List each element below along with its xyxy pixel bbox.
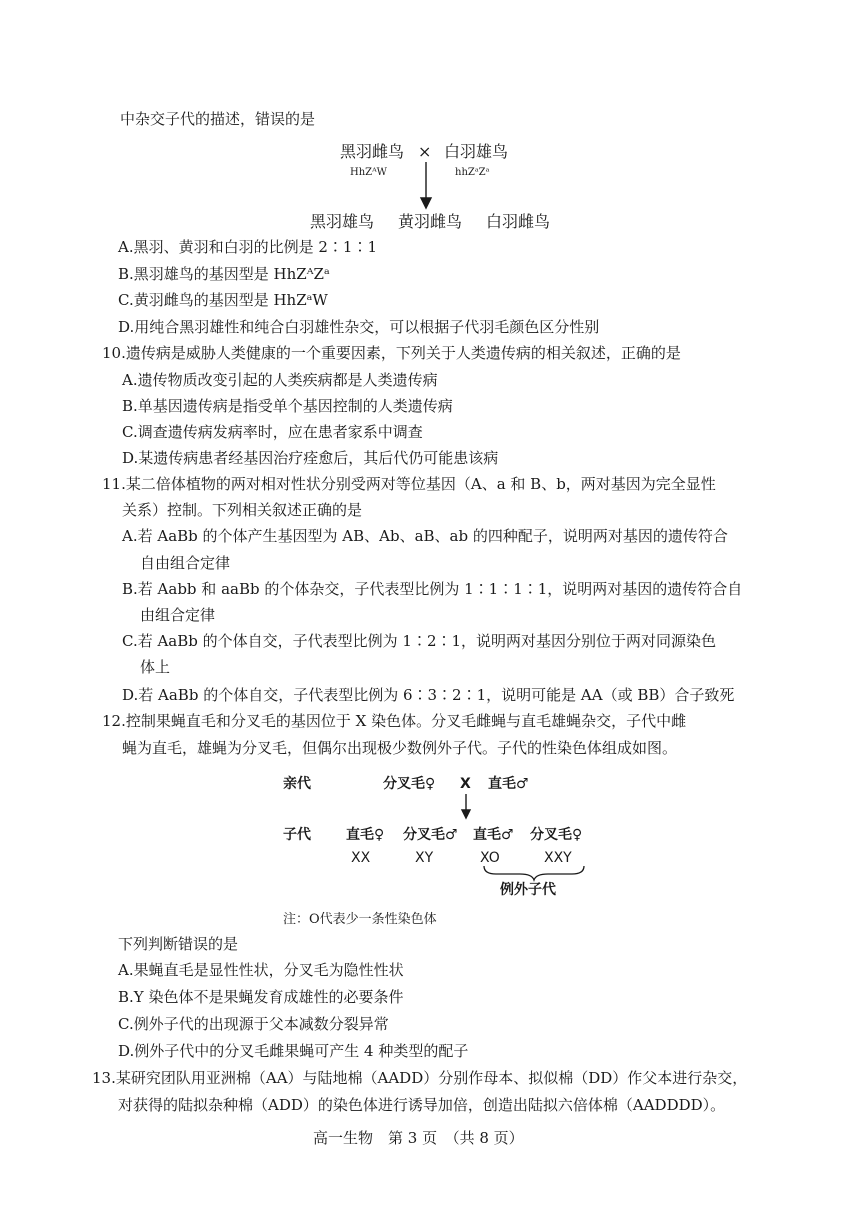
q9-cross-sign: × xyxy=(418,142,432,161)
q11-stem-line1: 11.某二倍体植物的两对相对性状分别受两对等位基因（A、a 和 B、b，两对基因为完全显性 xyxy=(102,475,716,493)
q12-karyotype-2: XY xyxy=(415,850,434,866)
q12-prompt: 下列判断错误的是 xyxy=(118,935,239,953)
q12-offspring-label: 子代 xyxy=(283,827,311,843)
q12-option-c: C.例外子代的出现源于父本减数分裂异常 xyxy=(118,1015,389,1033)
q9-option-a: A.黑羽、黄羽和白羽的比例是 2∶1∶1 xyxy=(118,238,378,256)
q11-option-a-line1: A.若 AaBb 的个体产生基因型为 AB、Ab、aB、ab 的四种配子，说明两对基因的遗传符合 xyxy=(122,527,728,545)
q9-down-arrow-head xyxy=(421,198,431,208)
q12-karyotype-4: XXY xyxy=(544,850,572,866)
q12-option-b: B.Y 染色体不是果蝇发育成雄性的必要条件 xyxy=(118,988,404,1006)
q12-stem-line2: 蝇为直毛，雄蝇为分叉毛，但偶尔出现极少数例外子代。子代的性染色体组成如图。 xyxy=(122,739,678,757)
q12-offspring-2: 分叉毛♂ xyxy=(403,827,458,843)
q11-option-c-line1: C.若 AaBb 的个体自交，子代表型比例为 1∶2∶1，说明两对基因分别位于两对同源染色 xyxy=(122,632,717,650)
q12-karyotype-1: XX xyxy=(351,850,371,866)
q11-option-b-line1: B.若 Aabb 和 aaBb 的个体杂交，子代表型比例为 1∶1∶1∶1，说明两对基因的遗传符合自 xyxy=(122,580,743,598)
q12-option-a: A.果蝇直毛是显性性状，分叉毛为隐性性状 xyxy=(118,961,404,979)
page-footer: 高一生物 第 3 页 （共 8 页） xyxy=(313,1129,524,1147)
q13-stem-line1: 13.某研究团队用亚洲棉（AA）与陆地棉（AADD）分别作母本、拟似棉（DD）作父本进行杂交， xyxy=(92,1069,748,1087)
q10-option-b: B.单基因遗传病是指受单个基因控制的人类遗传病 xyxy=(122,397,453,415)
q12-offspring-4: 分叉毛♀ xyxy=(530,827,583,843)
q9-male-genotype: hhZᵃZᵃ xyxy=(455,167,490,178)
q12-parent-female: 分叉毛♀ xyxy=(383,776,436,792)
q9-offspring-1: 黑羽雄鸟 xyxy=(310,212,375,231)
q10-stem: 10.遗传病是威胁人类健康的一个重要因素，下列关于人类遗传病的相关叙述，正确的是 xyxy=(102,344,681,362)
q11-stem-line2: 关系）控制。下列相关叙述正确的是 xyxy=(122,501,363,519)
q9-offspring-3: 白羽雌鸟 xyxy=(486,212,551,231)
q9-option-d: D.用纯合黑羽雄性和纯合白羽雄性杂交，可以根据子代羽毛颜色区分性别 xyxy=(118,318,600,336)
q13-stem-line2: 对获得的陆拟杂种棉（ADD）的染色体进行诱导加倍，创造出陆拟六倍体棉（AADDDD）。 xyxy=(118,1096,726,1114)
q9-male-parent: 白羽雄鸟 xyxy=(444,142,509,161)
q11-option-c-line2: 体上 xyxy=(140,658,171,676)
q11-option-b-line2: 由组合定律 xyxy=(140,606,216,624)
q10-option-c: C.调查遗传病发病率时，应在患者家系中调查 xyxy=(122,423,423,441)
q9-offspring-2: 黄羽雌鸟 xyxy=(398,212,463,231)
q10-option-a: A.遗传物质改变引起的人类疾病都是人类遗传病 xyxy=(122,371,438,389)
q11-option-d: D.若 AaBb 的个体自交，子代表型比例为 6∶3∶2∶1，说明可能是 AA（或 BB）合子致死 xyxy=(122,686,735,704)
q9-female-parent: 黑羽雌鸟 xyxy=(340,142,405,161)
q12-parent-label: 亲代 xyxy=(283,776,311,792)
q12-karyotype-3: XO xyxy=(480,850,500,866)
q12-parent-male: 直毛♂ xyxy=(488,776,529,792)
q12-stem-line1: 12.控制果蝇直毛和分叉毛的基因位于 X 染色体。分叉毛雌蝇与直毛雄蝇杂交，子代中雌 xyxy=(102,712,687,730)
q12-exception-label: 例外子代 xyxy=(500,882,556,898)
q12-option-d: D.例外子代中的分叉毛雌果蝇可产生 4 种类型的配子 xyxy=(118,1042,469,1060)
q12-note: 注：O代表少一条性染色体 xyxy=(283,912,437,927)
q12-down-arrow-head xyxy=(462,810,470,818)
q9-option-c: C.黄羽雌鸟的基因型是 HhZᵃW xyxy=(118,291,328,309)
q12-offspring-3: 直毛♂ xyxy=(473,827,514,843)
q9-option-b: B.黑羽雄鸟的基因型是 HhZᴬZᵃ xyxy=(118,265,330,283)
q12-offspring-1: 直毛♀ xyxy=(346,827,385,843)
q11-option-a-line2: 自由组合定律 xyxy=(140,554,231,572)
q10-option-d: D.某遗传病患者经基因治疗痊愈后，其后代仍可能患该病 xyxy=(122,449,499,467)
q12-cross-sign: X xyxy=(460,776,471,792)
q12-exception-brace xyxy=(484,866,584,880)
q9-stem-tail: 中杂交子代的描述，错误的是 xyxy=(120,110,316,128)
q9-female-genotype: HhZᴬW xyxy=(350,167,387,178)
